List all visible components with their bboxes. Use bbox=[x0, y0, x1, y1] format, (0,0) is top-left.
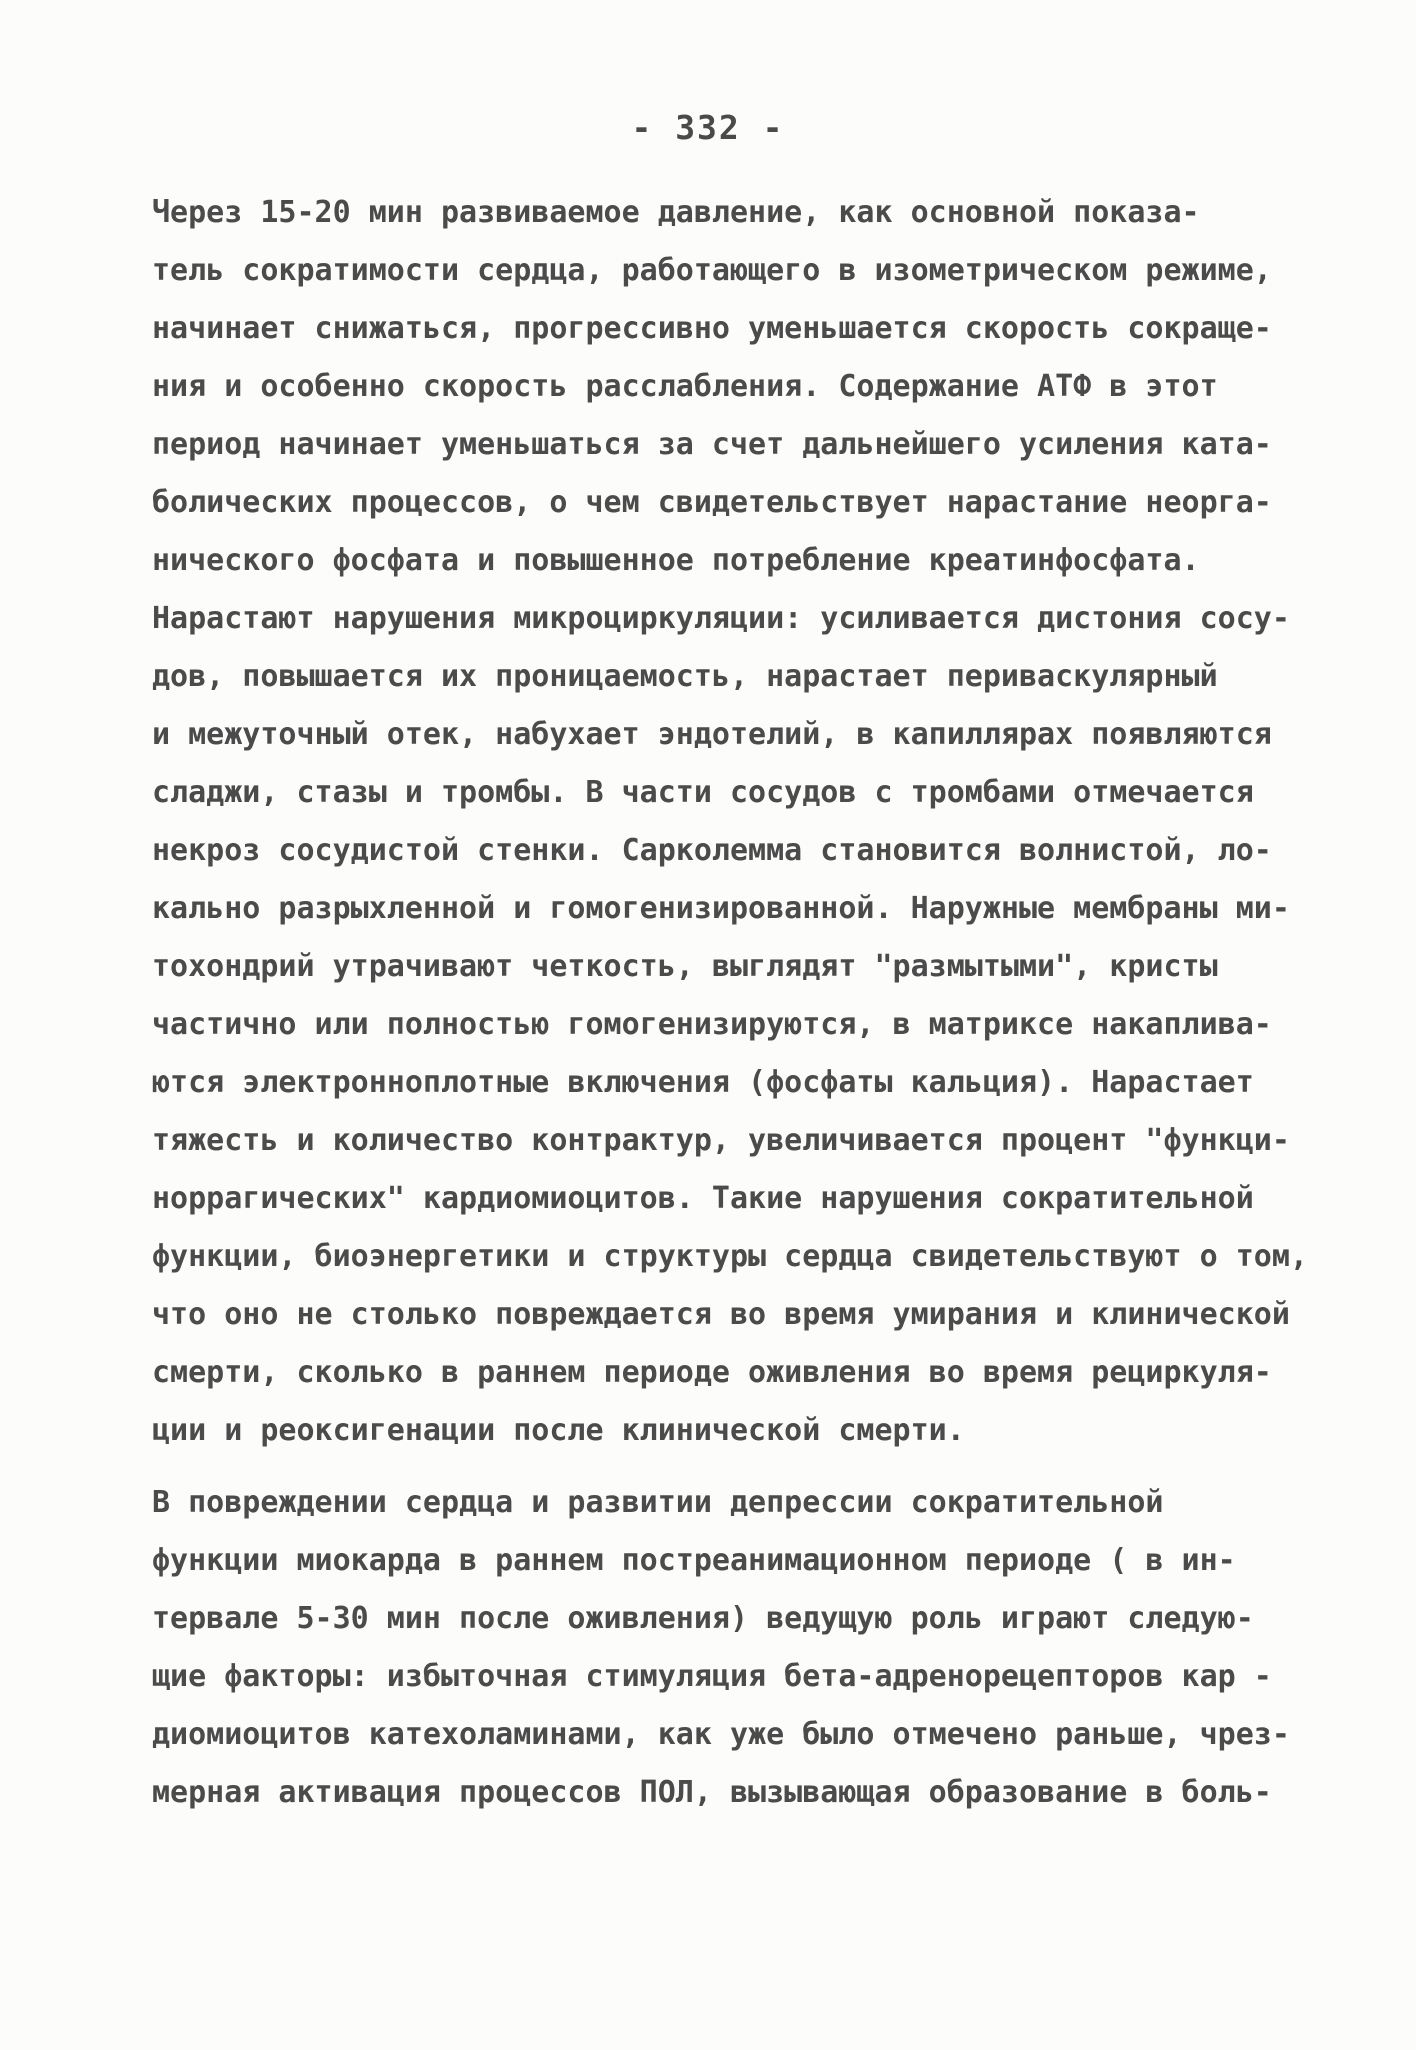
text-line: тервале 5-30 мин после оживления) ведущую роль играют следую- bbox=[152, 1601, 1254, 1636]
text-line: период начинает уменьшаться за счет дальнейшего усиления ката- bbox=[152, 427, 1272, 462]
text-line: ются электронноплотные включения (фосфаты кальция). Нарастает bbox=[152, 1065, 1254, 1100]
text-line: щие факторы: избыточная стимуляция бета-адренорецепторов кар - bbox=[152, 1659, 1272, 1694]
page-number: - 332 - bbox=[631, 108, 785, 147]
paragraph bbox=[152, 1474, 1290, 1822]
text-line: частично или полностью гомогенизируются, в матриксе накаплива- bbox=[152, 1007, 1272, 1042]
text-line: дов, повышается их проницаемость, нарастает периваскулярный bbox=[152, 659, 1218, 694]
text-line: и межуточный отек, набухает эндотелий, в капиллярах появляются bbox=[152, 717, 1272, 752]
text-line: диомиоцитов катехоламинами, как уже было отмечено раньше, чрез- bbox=[152, 1717, 1290, 1752]
text-line: тяжесть и количество контрактур, увеличивается процент "функци- bbox=[152, 1123, 1290, 1158]
text-line: что оно не столько повреждается во время умирания и клинической bbox=[152, 1297, 1290, 1332]
text-line: функции миокарда в раннем постреанимационном периоде ( в ин- bbox=[152, 1543, 1236, 1578]
text-line: функции, биоэнергетики и структуры сердца свидетельствуют о том, bbox=[152, 1239, 1308, 1274]
text-line: ции и реоксигенации после клинической смерти. bbox=[152, 1413, 965, 1448]
text-line: тель сократимости сердца, работающего в изометрическом режиме, bbox=[152, 253, 1272, 288]
text-line: кально разрыхленной и гомогенизированной. Наружные мембраны ми- bbox=[152, 891, 1290, 926]
text-line: смерти, сколько в раннем периоде оживления во время рециркуля- bbox=[152, 1355, 1272, 1390]
text-line: нического фосфата и повышенное потребление креатинфосфата. bbox=[152, 543, 1200, 578]
text-line: В повреждении сердца и развитии депрессии сократительной bbox=[152, 1485, 1164, 1520]
text-line: норрагических" кардиомиоцитов. Такие нарушения сократительной bbox=[152, 1181, 1254, 1216]
text-line: ния и особенно скорость расслабления. Содержание АТФ в этот bbox=[152, 369, 1218, 404]
text-line: мерная активация процессов ПОЛ, вызывающая образование в боль- bbox=[152, 1775, 1272, 1810]
body-text bbox=[152, 184, 1308, 1822]
text-line: болических процессов, о чем свидетельствует нарастание неорга- bbox=[152, 485, 1272, 520]
text-line: некроз сосудистой стенки. Сарколемма становится волнистой, ло- bbox=[152, 833, 1272, 868]
text-line: Через 15-20 мин развиваемое давление, как основной показа- bbox=[152, 195, 1200, 230]
paragraph bbox=[152, 184, 1308, 1460]
text-line: тохондрий утрачивают четкость, выглядят "размытыми", кристы bbox=[152, 949, 1218, 984]
text-line: сладжи, стазы и тромбы. В части сосудов с тромбами отмечается bbox=[152, 775, 1254, 810]
text-line: начинает снижаться, прогрессивно уменьшается скорость сокраще- bbox=[152, 311, 1272, 346]
text-line: Нарастают нарушения микроциркуляции: усиливается дистония сосу- bbox=[152, 601, 1290, 636]
paragraph-gap bbox=[152, 1460, 1282, 1474]
